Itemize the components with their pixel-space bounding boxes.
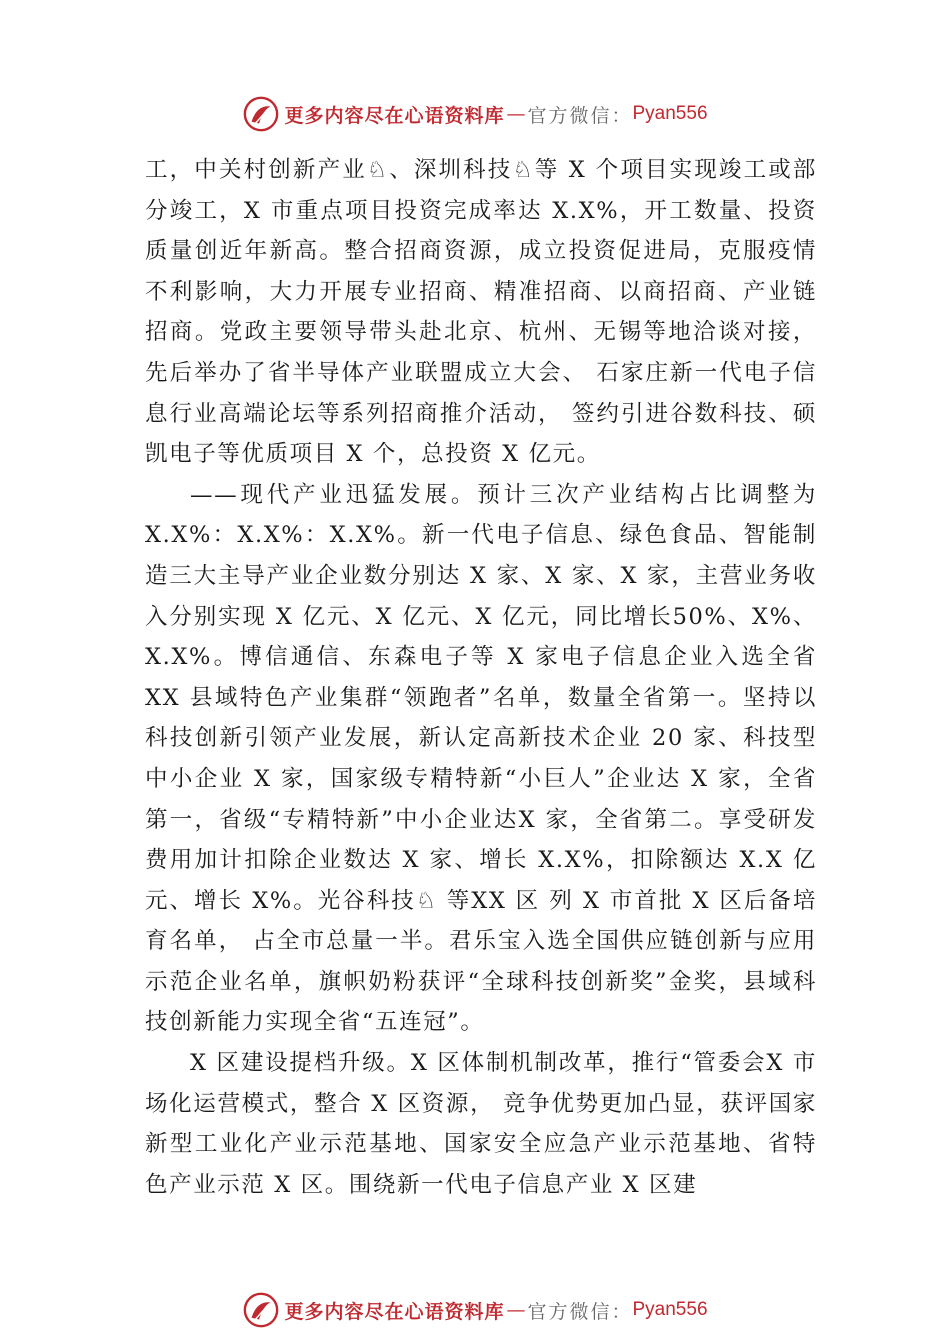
paragraph-2: ——现代产业迅猛发展。预计三次产业结构占比调整为X.X%：X.X%：X.X%。新一代电子信息、绿色食品、智能制造三大主导产业企业数分别达 X 家、X 家、X 家，主营业务收入分别实现 X 亿元、X 亿元、X 亿元，同比增长50%、X%、X.X%。博信通信、东森电子等 X 家电子信息企业入选全省 XX 县域特色产业集群“领跑者”名单，数量全省第一。坚持以科技创新引领产业发展，新认定高新技术企业 20 家、科技型中小企业 X 家，国家级专精特新“小巨人”企业达 X 家，全省第一，省级“专精特新”中小企业达X 家，全省第二。享受研发费用加计扣除企业数达 X 家、增长 X.X%，扣除额达 X.X 亿元、增长 X%。光谷科技♘ 等XX 区 列 X 市首批 X 区后备培育名单， 占全市总量一半。君乐宝入选全国供应链创新与应用示范企业名单，旗帜奶粉获评“全球科技创新奖”金奖，县域科技创新能力实现全省“五连冠”。 [145, 481, 817, 1036]
header-wechat-label: 官方微信： [527, 104, 633, 127]
footer-watermark-banner [0, 1290, 950, 1330]
footer-wechat-label: 官方微信： [527, 1300, 633, 1323]
header-separator: — [506, 103, 526, 125]
header-wechat-id: Pyan556 [632, 103, 708, 124]
paragraph-1: 工，中关村创新产业♘、深圳科技♘等 X 个项目实现竣工或部分竣工，X 市重点项目投资完成率达 X.X%，开工数量、投资质量创近年新高。整合招商资源，成立投资促进局，克服疫情不利影响，大力开展专业招商、精准招商、以商招商、产业链招商。党政主要领导带头赴北京、杭州、无锡等地洽谈对接，先后举办了省半导体产业联盟成立大会、 石家庄新一代电子信息行业高端论坛等系列招商推介活动， 签约引进谷数科技、硕凯电子等优质项目 X 个，总投资 X 亿元。 [145, 157, 817, 468]
footer-brand-text: 更多内容尽在心语资料库 [284, 1300, 505, 1323]
brand-logo-icon [242, 1291, 280, 1329]
header-brand-text: 更多内容尽在心语资料库 [284, 104, 505, 127]
footer-wechat-id: Pyan556 [632, 1299, 708, 1320]
footer-separator: — [506, 1299, 526, 1321]
paragraph-3: X 区建设提档升级。X 区体制机制改革，推行“管委会X 市场化运营模式，整合 X 区资源， 竞争优势更加凸显，获评国家新型工业化产业示范基地、国家安全应急产业示范基地、省特色产业示范 X 区。围绕新一代电子信息产业 X 区建 [145, 1050, 817, 1198]
document-body [145, 150, 817, 1205]
brand-logo-icon [242, 95, 280, 133]
header-watermark-banner [0, 94, 950, 134]
